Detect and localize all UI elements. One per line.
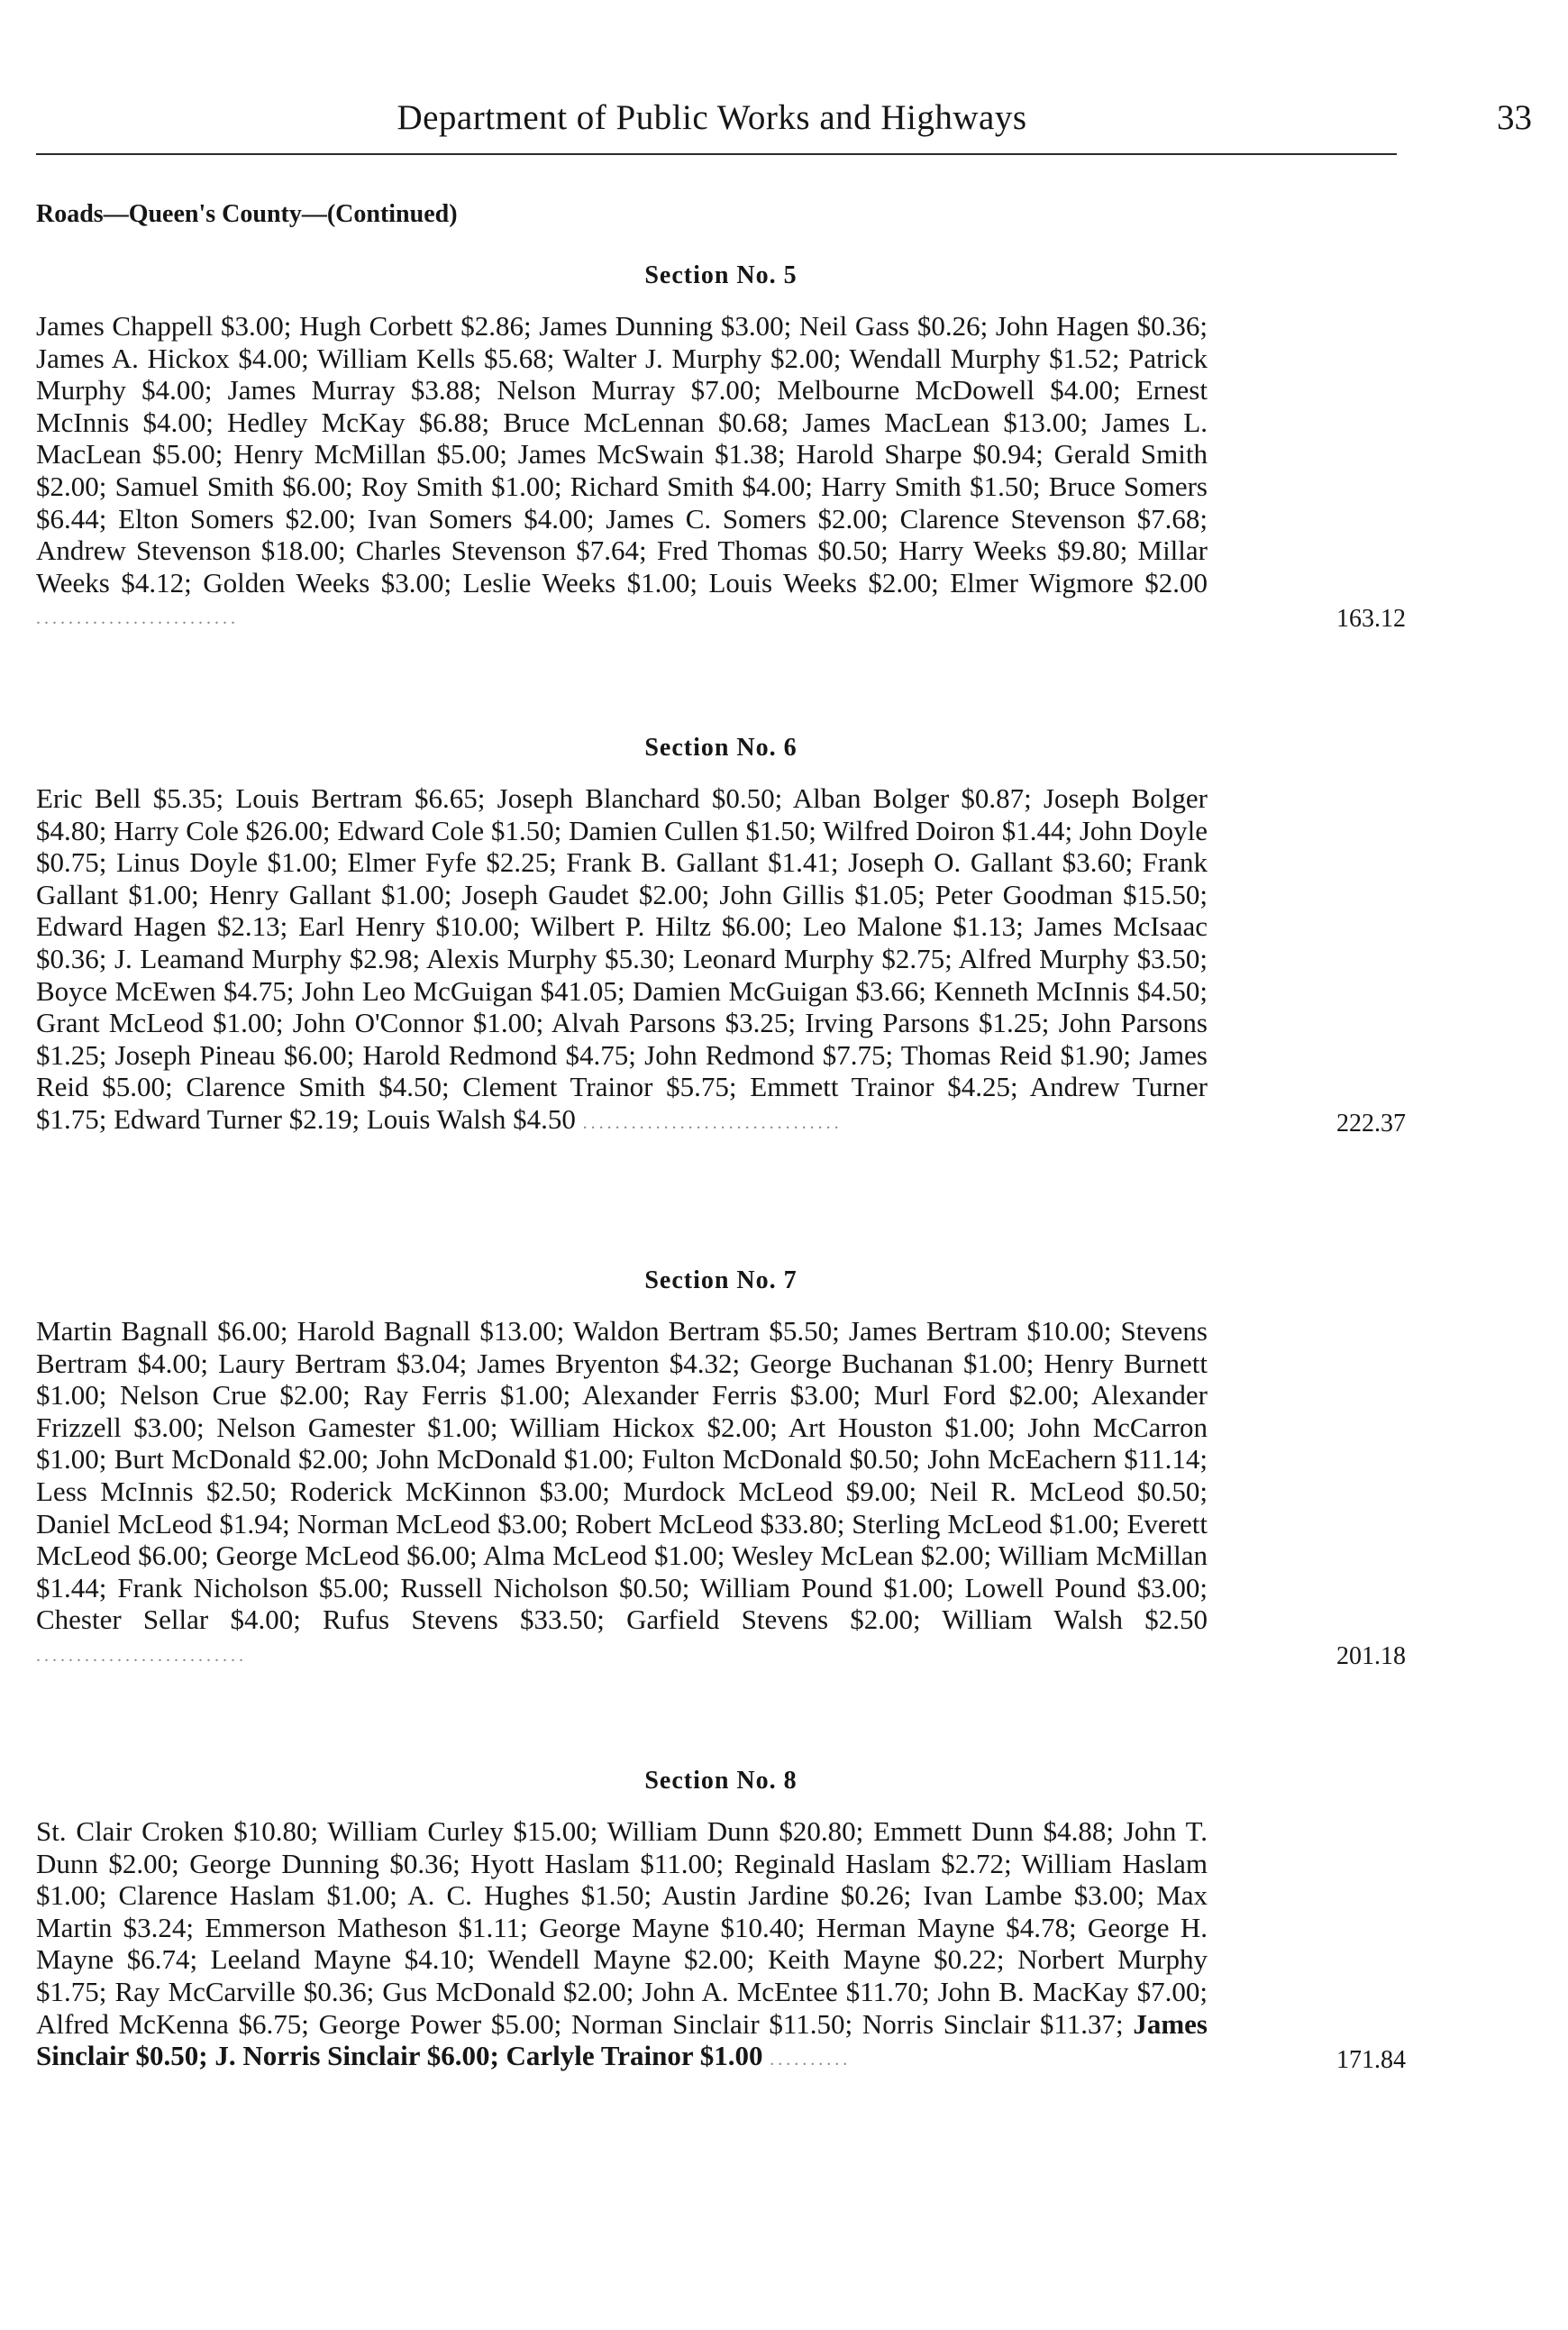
section-body bbox=[36, 782, 1406, 1140]
dot-leader: .......................... bbox=[36, 1645, 247, 1666]
section-total: 201.18 bbox=[1336, 1641, 1406, 1670]
section-entries-bold: James Sinclair $0.50; J. Norris Sinclair $6.00; Carlyle Trainor $1.00 bbox=[36, 2007, 1208, 2072]
section-text bbox=[36, 782, 1208, 1140]
section-body bbox=[36, 1815, 1406, 2077]
header-rule bbox=[36, 153, 1397, 155]
section-entries: Eric Bell $5.35; Louis Bertram $6.65; Joseph Blanchard $0.50; Alban Bolger $0.87; Joseph Bolger $4.80; Harry Cole $26.00; Edward Cole $1.50; Damien Cullen $1.50; Wilfred Doiron $1.44; John Doyle $0.75; Linus Doyle $1.00; Elmer Fyfe $2.25; Frank B. Gallant $1.41; Joseph O. Gallant $3.60; Frank Gallant $1.00; Henry Gallant $1.00; Joseph Gaudet $2.00; John Gillis $1.05; Peter Goodman $15.50; Edward Hagen $2.13; Earl Henry $10.00; Wilbert P. Hiltz $6.00; Leo Malone $1.13; James McIsaac $0.36; J. Leamand Murphy $2.98; Alexis Murphy $5.30; Leonard Murphy $2.75; Alfred Murphy $3.50; Boyce McEwen $4.75; John Leo McGuigan $41.05; Damien McGuigan $3.66; Kenneth McInnis $4.50; Grant McLeod $1.00; John O'Connor $1.00; Alvah Parsons $3.25; Irving Parsons $1.25; John Parsons $1.25; Joseph Pineau $6.00; Harold Redmond $4.75; John Redmond $7.75; Thomas Reid $1.90; James Reid $5.00; Clarence Smith $4.50; Clement Trainor $5.75; Emmett Trainor $4.25; Andrew Turner $1.75; Edward Turner $2.19; Louis Walsh $4.50 bbox=[36, 782, 1208, 1135]
section-6 bbox=[36, 734, 1406, 1140]
section-body bbox=[36, 1315, 1406, 1673]
section-8 bbox=[36, 1767, 1406, 2077]
section-total: 222.37 bbox=[1336, 1109, 1406, 1138]
section-7 bbox=[36, 1266, 1406, 1673]
section-title: Section No. 6 bbox=[644, 734, 798, 762]
dot-leader: ................................ bbox=[582, 1112, 843, 1133]
section-body bbox=[36, 310, 1406, 635]
page-title: Department of Public Works and Highways bbox=[397, 98, 1027, 137]
dot-leader: ......................... bbox=[36, 608, 239, 629]
section-entries: St. Clair Croken $10.80; William Curley $15.00; William Dunn $20.80; Emmett Dunn $4.88; John T. Dunn $2.00; George Dunning $0.36; Hyott Haslam $11.00; Reginald Haslam $2.72; William Haslam $1.00; Clarence Haslam $1.00; A. C. Hughes $1.50; Austin Jardine $0.26; Ivan Lambe $3.00; Max Martin $3.24; Emmerson Matheson $1.11; George Mayne $10.40; Herman Mayne $4.78; George H. Mayne $6.74; Leeland Mayne $4.10; Wendell Mayne $2.00; Keith Mayne $0.22; Norbert Murphy $1.75; Ray McCarville $0.36; Gus McDonald $2.00; John A. McEntee $11.70; John B. MacKay $7.00; Alfred McKenna $6.75; George Power $5.00; Norman Sinclair $11.50; Norris Sinclair $11.37; bbox=[36, 1815, 1208, 2040]
section-entries: Martin Bagnall $6.00; Harold Bagnall $13.00; Waldon Bertram $5.50; James Bertram $10.00; Stevens Bertram $4.00; Laury Bertram $3.04; James Bryenton $4.32; George Buchanan $1.00; Henry Burnett $1.00; Nelson Crue $2.00; Ray Ferris $1.00; Alexander Ferris $3.00; Murl Ford $2.00; Alexander Frizzell $3.00; Nelson Gamester $1.00; William Hickox $2.00; Art Houston $1.00; John McCarron $1.00; Burt McDonald $2.00; John McDonald $1.00; Fulton McDonald $0.50; John McEachern $11.14; Less McInnis $2.50; Roderick McKinnon $3.00; Murdock McLeod $9.00; Neil R. McLeod $0.50; Daniel McLeod $1.94; Norman McLeod $3.00; Robert McLeod $33.80; Sterling McLeod $1.00; Everett McLeod $6.00; George McLeod $6.00; Alma McLeod $1.00; Wesley McLean $2.00; William McMillan $1.44; Frank Nicholson $5.00; Russell Nicholson $0.50; William Pound $1.00; Lowell Pound $3.00; Chester Sellar $4.00; Rufus Stevens $33.50; Garfield Stevens $2.00; William Walsh $2.50 bbox=[36, 1315, 1208, 1636]
section-title: Section No. 5 bbox=[644, 261, 798, 289]
page-number: 33 bbox=[1497, 98, 1532, 137]
section-total: 163.12 bbox=[1336, 605, 1406, 634]
section-text bbox=[36, 310, 1208, 635]
dot-leader: .......... bbox=[770, 2050, 852, 2070]
roads-heading: Roads—Queen's County—(Continued) bbox=[36, 200, 458, 228]
section-total: 171.84 bbox=[1336, 2046, 1406, 2075]
section-title: Section No. 8 bbox=[644, 1767, 798, 1795]
section-text bbox=[36, 1315, 1208, 1673]
section-text bbox=[36, 1815, 1208, 2077]
section-5 bbox=[36, 261, 1406, 635]
section-entries: James Chappell $3.00; Hugh Corbett $2.86; James Dunning $3.00; Neil Gass $0.26; John Hagen $0.36; James A. Hickox $4.00; William Kells $5.68; Walter J. Murphy $2.00; Wendall Murphy $1.52; Patrick Murphy $4.00; James Murray $3.88; Nelson Murray $7.00; Melbourne McDowell $4.00; Ernest McInnis $4.00; Hedley McKay $6.88; Bruce McLennan $0.68; James MacLean $13.00; James L. MacLean $5.00; Henry McMillan $5.00; James McSwain $1.38; Harold Sharpe $0.94; Gerald Smith $2.00; Samuel Smith $6.00; Roy Smith $1.00; Richard Smith $4.00; Harry Smith $1.50; Bruce Somers $6.44; Elton Somers $2.00; Ivan Somers $4.00; James C. Somers $2.00; Clarence Stevenson $7.68; Andrew Stevenson $18.00; Charles Stevenson $7.64; Fred Thomas $0.50; Harry Weeks $9.80; Millar Weeks $4.12; Golden Weeks $3.00; Leslie Weeks $1.00; Louis Weeks $2.00; Elmer Wigmore $2.00 bbox=[36, 310, 1208, 598]
section-title: Section No. 7 bbox=[644, 1266, 798, 1294]
page-header bbox=[36, 97, 1532, 144]
